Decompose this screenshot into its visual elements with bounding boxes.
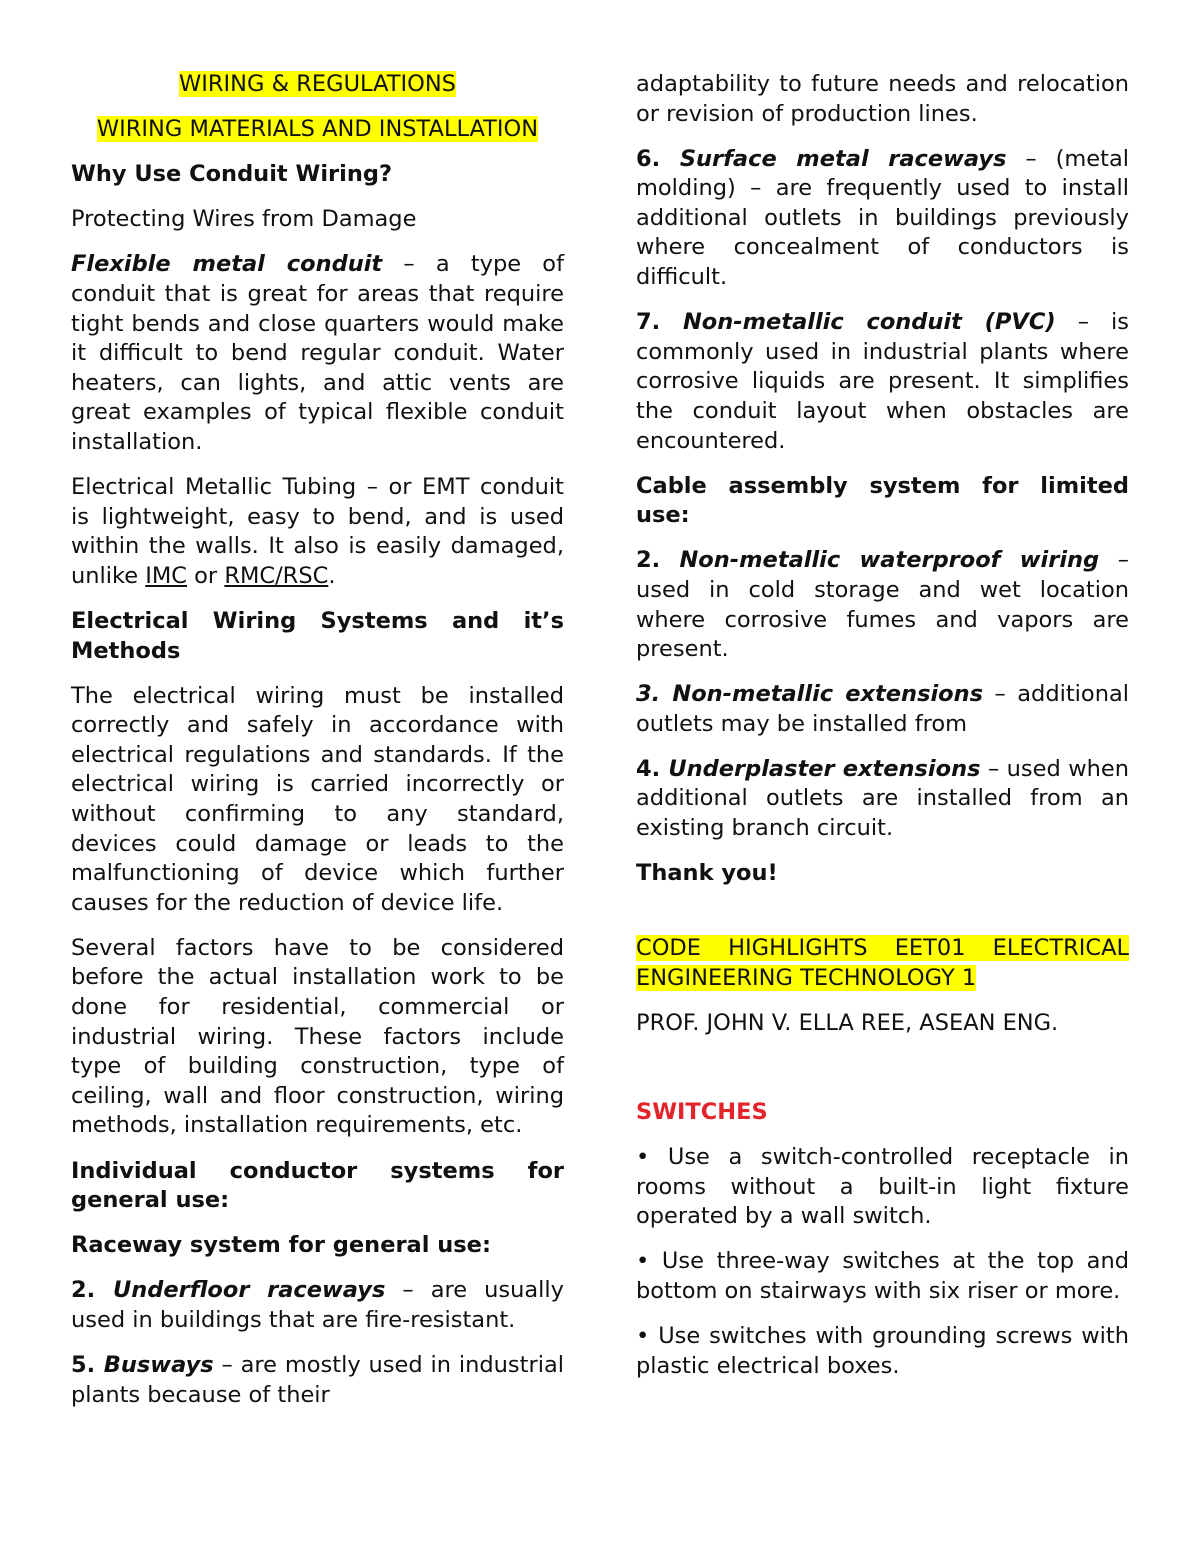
emt-end: . bbox=[328, 562, 336, 589]
flexible-conduit-paragraph bbox=[71, 250, 564, 457]
left-column bbox=[71, 70, 564, 1426]
item-number: 4. bbox=[636, 755, 669, 782]
code-highlights-highlight: CODE HIGHLIGHTS EET01 ELECTRICAL ENGINEERING TECHNOLOGY 1 bbox=[636, 935, 1129, 991]
cable-assembly-heading: Cable assembly system for limited use: bbox=[636, 472, 1129, 529]
pvc-conduit-item bbox=[636, 308, 1129, 456]
bullet-text: Use switches with grounding screws with plastic electrical boxes. bbox=[636, 1323, 1129, 1379]
pvc-conduit-text: – is commonly used in industrial plants where corrosive liquids are present. It simplifies the conduit layout when obstacles are encountered. bbox=[636, 309, 1129, 454]
subtitle-highlight: WIRING MATERIALS AND INSTALLATION bbox=[96, 116, 539, 143]
switches-heading: SWITCHES bbox=[636, 1099, 768, 1126]
underplaster-extensions-item bbox=[636, 755, 1129, 844]
busways-text: – are mostly used in industrial plants because of their bbox=[71, 1351, 564, 1408]
installation-paragraph: The electrical wiring must be installed correctly and safely in accordance with electrical regulations and standards. If the electrical wiring is carried incorrectly or without confirming to any standard, devices could damage or leads to the malfunctioning of device which further causes for the reduction of device life. bbox=[71, 682, 564, 916]
code-highlights-heading bbox=[636, 934, 1129, 993]
title-highlight: WIRING & REGULATIONS bbox=[179, 71, 456, 97]
waterproof-wiring-term: Non-metallic waterproof wiring bbox=[679, 547, 1100, 574]
nonmetallic-extensions-term: Non-metallic extensions bbox=[672, 681, 984, 708]
emt-paragraph bbox=[71, 473, 564, 591]
bullet-icon: • bbox=[636, 1144, 650, 1171]
underfloor-raceways-text: – are usually used in buildings that are fire-resistant. bbox=[71, 1277, 564, 1333]
item-number: 2. bbox=[71, 1277, 113, 1304]
underplaster-extensions-term: Underplaster extensions bbox=[668, 755, 981, 782]
wiring-systems-heading: Electrical Wiring Systems and it’s Methods bbox=[71, 607, 564, 664]
rmc-link[interactable]: RMC/RSC bbox=[224, 562, 329, 589]
spacer bbox=[636, 1054, 1129, 1098]
waterproof-wiring-item bbox=[636, 546, 1129, 664]
item-number: 2. bbox=[636, 547, 680, 574]
flexible-conduit-term: Flexible metal conduit bbox=[71, 251, 383, 278]
individual-conductor-heading: Individual conductor systems for general use: bbox=[71, 1157, 564, 1214]
emt-text: Electrical Metallic Tubing – or EMT conduit is lightweight, easy to bend, and is used within the walls. It also is easily damaged, unlike bbox=[71, 474, 564, 589]
document-title bbox=[71, 70, 564, 100]
underfloor-raceways-item bbox=[71, 1276, 564, 1335]
surface-raceways-term: Surface metal raceways bbox=[679, 145, 1007, 172]
bullet-icon: • bbox=[636, 1323, 650, 1350]
surface-raceways-item bbox=[636, 145, 1129, 293]
surface-raceways-text: – (metal molding) – are frequently used to install additional outlets in buildings previously where concealment of conductors is difficult. bbox=[636, 145, 1129, 291]
underplaster-extensions-text: – used when additional outlets are installed from an existing branch circuit. bbox=[636, 755, 1129, 842]
item-number: 7. bbox=[636, 309, 683, 336]
item-number: 6. bbox=[636, 145, 680, 172]
professor-name: PROF. JOHN V. ELLA REE, ASEAN ENG. bbox=[636, 1009, 1059, 1036]
bullet-text: Use a switch-controlled receptacle in rooms without a built-in light fixture operated by a wall switch. bbox=[636, 1144, 1129, 1230]
flexible-conduit-text: – a type of conduit that is great for areas that require tight bends and close quarters would make it difficult to bend regular conduit. Water heaters, can lights, and attic vents are great examples of typical flexible conduit installation. bbox=[71, 251, 564, 455]
document-subtitle bbox=[71, 115, 564, 145]
spacer bbox=[636, 904, 1129, 934]
pvc-conduit-term: Non-metallic conduit (PVC) bbox=[682, 309, 1056, 336]
switch-bullet-1 bbox=[636, 1143, 1129, 1232]
bullet-text: Use three-way switches at the top and bottom on stairways with six riser or more. bbox=[636, 1248, 1129, 1304]
item-number: 5. bbox=[71, 1351, 104, 1378]
busways-term: Busways bbox=[103, 1351, 214, 1378]
right-column bbox=[636, 70, 1129, 1397]
factors-paragraph: Several factors have to be considered before the actual installation work to be done for residential, commercial or industrial wiring. These factors include type of building construction, type of ceiling, wall and floor construction, wiring methods, installation requirements, etc. bbox=[71, 934, 564, 1139]
switch-bullet-3 bbox=[636, 1322, 1129, 1381]
thank-you-text: Thank you! bbox=[636, 860, 778, 887]
imc-link[interactable]: IMC bbox=[145, 562, 188, 589]
protecting-wires-text: Protecting Wires from Damage bbox=[71, 206, 417, 233]
switch-bullet-2 bbox=[636, 1247, 1129, 1306]
raceway-heading: Raceway system for general use: bbox=[71, 1232, 491, 1259]
busways-item bbox=[71, 1351, 564, 1410]
nonmetallic-extensions-text: – additional outlets may be installed from bbox=[636, 681, 1129, 737]
underfloor-raceways-term: Underfloor raceways bbox=[112, 1277, 386, 1304]
nonmetallic-extensions-item bbox=[636, 680, 1129, 739]
why-conduit-heading: Why Use Conduit Wiring? bbox=[71, 161, 393, 188]
busways-continuation: adaptability to future needs and relocation or revision of production lines. bbox=[636, 71, 1129, 127]
waterproof-wiring-text: – used in cold storage and wet location where corrosive fumes and vapors are present. bbox=[636, 547, 1129, 663]
bullet-icon: • bbox=[636, 1248, 650, 1275]
emt-or: or bbox=[187, 562, 225, 589]
item-number: 3. bbox=[636, 681, 673, 708]
